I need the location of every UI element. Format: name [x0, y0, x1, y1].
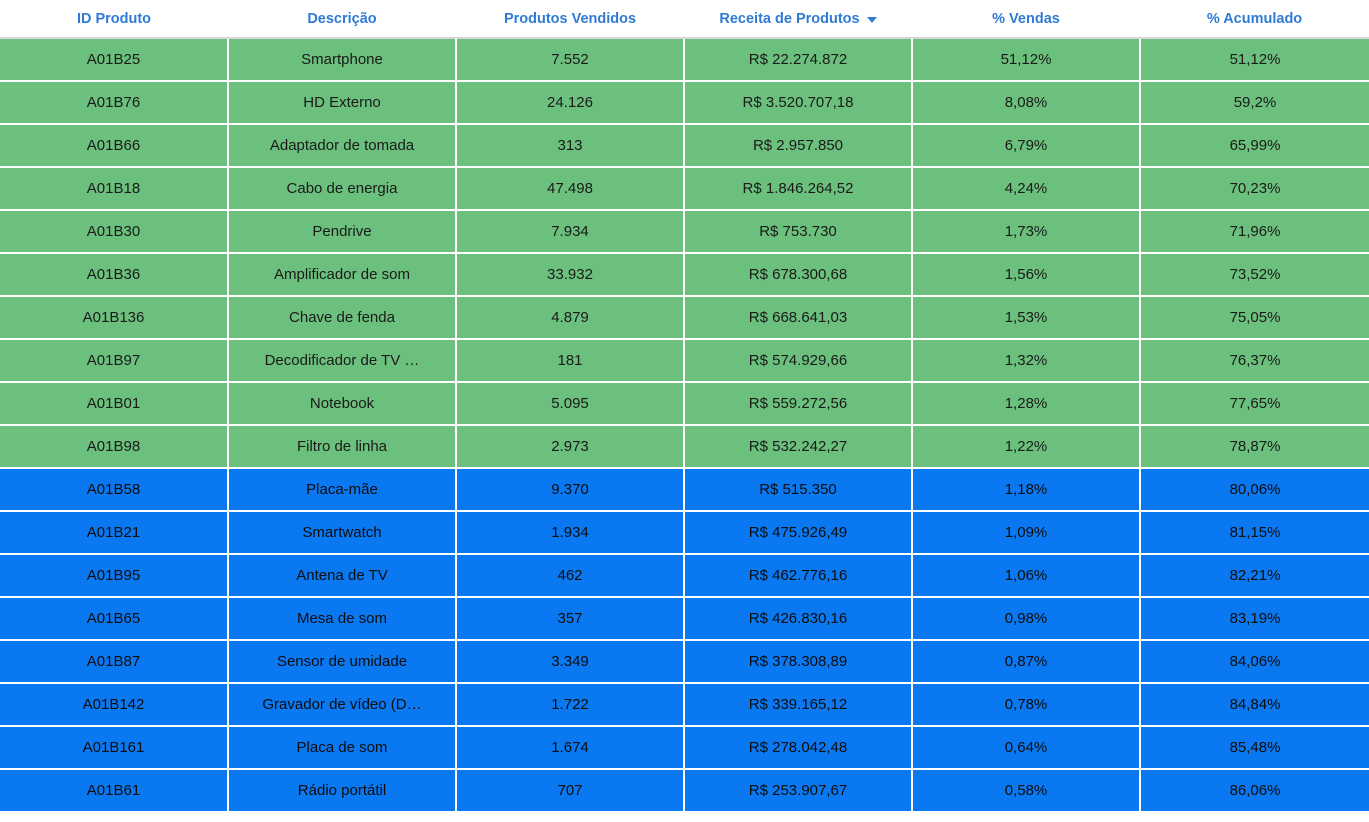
- cell-id-produto: A01B142: [0, 683, 228, 726]
- cell-descricao: Mesa de som: [228, 597, 456, 640]
- cell-receita-de-produtos: R$ 2.957.850: [684, 124, 912, 167]
- table-row[interactable]: [0, 339, 1369, 382]
- cell-id-produto: A01B18: [0, 167, 228, 210]
- cell-produtos-vendidos: 7.552: [456, 38, 684, 81]
- table-row[interactable]: [0, 253, 1369, 296]
- table-row[interactable]: [0, 554, 1369, 597]
- cell-descricao: Chave de fenda: [228, 296, 456, 339]
- cell-percent-acumulado: 65,99%: [1140, 124, 1369, 167]
- cell-percent-vendas: 1,09%: [912, 511, 1140, 554]
- cell-percent-acumulado: 75,05%: [1140, 296, 1369, 339]
- cell-descricao: Decodificador de TV …: [228, 339, 456, 382]
- table-row[interactable]: [0, 210, 1369, 253]
- cell-percent-vendas: 1,32%: [912, 339, 1140, 382]
- cell-receita-de-produtos: R$ 462.776,16: [684, 554, 912, 597]
- table-row[interactable]: [0, 425, 1369, 468]
- cell-receita-de-produtos: R$ 515.350: [684, 468, 912, 511]
- cell-percent-acumulado: 59,2%: [1140, 81, 1369, 124]
- cell-id-produto: A01B65: [0, 597, 228, 640]
- cell-produtos-vendidos: 33.932: [456, 253, 684, 296]
- cell-percent-acumulado: 84,84%: [1140, 683, 1369, 726]
- cell-percent-vendas: 1,28%: [912, 382, 1140, 425]
- table-row[interactable]: [0, 167, 1369, 210]
- cell-id-produto: A01B61: [0, 769, 228, 812]
- cell-id-produto: A01B136: [0, 296, 228, 339]
- cell-id-produto: A01B95: [0, 554, 228, 597]
- cell-produtos-vendidos: 2.973: [456, 425, 684, 468]
- cell-percent-acumulado: 80,06%: [1140, 468, 1369, 511]
- cell-produtos-vendidos: 1.674: [456, 726, 684, 769]
- cell-percent-vendas: 1,73%: [912, 210, 1140, 253]
- cell-produtos-vendidos: 1.722: [456, 683, 684, 726]
- cell-receita-de-produtos: R$ 253.907,67: [684, 769, 912, 812]
- cell-percent-vendas: 1,18%: [912, 468, 1140, 511]
- column-header-percent-acumulado[interactable]: [1140, 0, 1369, 38]
- cell-percent-vendas: 51,12%: [912, 38, 1140, 81]
- cell-percent-acumulado: 77,65%: [1140, 382, 1369, 425]
- cell-produtos-vendidos: 5.095: [456, 382, 684, 425]
- cell-produtos-vendidos: 7.934: [456, 210, 684, 253]
- table-header: [0, 0, 1369, 38]
- table-row[interactable]: [0, 382, 1369, 425]
- column-header-label: Produtos Vendidos: [503, 10, 637, 27]
- cell-percent-vendas: 1,56%: [912, 253, 1140, 296]
- cell-id-produto: A01B161: [0, 726, 228, 769]
- cell-produtos-vendidos: 3.349: [456, 640, 684, 683]
- column-header-produtos-vendidos[interactable]: [456, 0, 684, 38]
- cell-percent-acumulado: 82,21%: [1140, 554, 1369, 597]
- cell-id-produto: A01B36: [0, 253, 228, 296]
- cell-percent-acumulado: 51,12%: [1140, 38, 1369, 81]
- cell-descricao: Amplificador de som: [228, 253, 456, 296]
- table-row[interactable]: [0, 769, 1369, 812]
- column-header-label: % Acumulado: [1206, 10, 1303, 27]
- cell-id-produto: A01B97: [0, 339, 228, 382]
- cell-descricao: Smartphone: [228, 38, 456, 81]
- table-row[interactable]: [0, 81, 1369, 124]
- cell-percent-acumulado: 85,48%: [1140, 726, 1369, 769]
- table-row[interactable]: [0, 38, 1369, 81]
- column-header-id-produto[interactable]: [0, 0, 228, 38]
- cell-id-produto: A01B21: [0, 511, 228, 554]
- cell-receita-de-produtos: R$ 22.274.872: [684, 38, 912, 81]
- cell-id-produto: A01B30: [0, 210, 228, 253]
- cell-produtos-vendidos: 462: [456, 554, 684, 597]
- cell-descricao: HD Externo: [228, 81, 456, 124]
- cell-id-produto: A01B25: [0, 38, 228, 81]
- cell-id-produto: A01B01: [0, 382, 228, 425]
- cell-receita-de-produtos: R$ 1.846.264,52: [684, 167, 912, 210]
- cell-percent-acumulado: 81,15%: [1140, 511, 1369, 554]
- cell-percent-acumulado: 71,96%: [1140, 210, 1369, 253]
- cell-id-produto: A01B58: [0, 468, 228, 511]
- column-header-descricao[interactable]: [228, 0, 456, 38]
- cell-receita-de-produtos: R$ 278.042,48: [684, 726, 912, 769]
- cell-percent-vendas: 1,22%: [912, 425, 1140, 468]
- cell-receita-de-produtos: R$ 339.165,12: [684, 683, 912, 726]
- cell-descricao: Placa-mãe: [228, 468, 456, 511]
- cell-receita-de-produtos: R$ 532.242,27: [684, 425, 912, 468]
- cell-receita-de-produtos: R$ 574.929,66: [684, 339, 912, 382]
- table-row[interactable]: [0, 640, 1369, 683]
- cell-percent-acumulado: 78,87%: [1140, 425, 1369, 468]
- cell-descricao: Sensor de umidade: [228, 640, 456, 683]
- table-row[interactable]: [0, 726, 1369, 769]
- cell-percent-acumulado: 76,37%: [1140, 339, 1369, 382]
- cell-receita-de-produtos: R$ 475.926,49: [684, 511, 912, 554]
- cell-produtos-vendidos: 181: [456, 339, 684, 382]
- cell-produtos-vendidos: 357: [456, 597, 684, 640]
- column-header-label: Receita de Produtos: [719, 10, 860, 27]
- column-header-label: % Vendas: [992, 10, 1060, 27]
- cell-percent-acumulado: 83,19%: [1140, 597, 1369, 640]
- cell-produtos-vendidos: 1.934: [456, 511, 684, 554]
- cell-percent-vendas: 0,87%: [912, 640, 1140, 683]
- cell-descricao: Filtro de linha: [228, 425, 456, 468]
- cell-percent-acumulado: 84,06%: [1140, 640, 1369, 683]
- cell-descricao: Gravador de vídeo (D…: [228, 683, 456, 726]
- cell-descricao: Cabo de energia: [228, 167, 456, 210]
- cell-produtos-vendidos: 707: [456, 769, 684, 812]
- cell-percent-vendas: 4,24%: [912, 167, 1140, 210]
- table-body: [0, 38, 1369, 812]
- table-row[interactable]: [0, 683, 1369, 726]
- cell-descricao: Adaptador de tomada: [228, 124, 456, 167]
- cell-percent-vendas: 1,06%: [912, 554, 1140, 597]
- column-header-label: ID Produto: [76, 10, 152, 27]
- cell-percent-acumulado: 70,23%: [1140, 167, 1369, 210]
- table-row[interactable]: [0, 597, 1369, 640]
- cell-percent-vendas: 0,64%: [912, 726, 1140, 769]
- column-header-label: Descrição: [307, 10, 377, 27]
- table-row[interactable]: [0, 296, 1369, 339]
- sort-descending-icon[interactable]: [867, 17, 877, 23]
- cell-id-produto: A01B87: [0, 640, 228, 683]
- table-header-row: [0, 0, 1369, 38]
- cell-percent-vendas: 0,98%: [912, 597, 1140, 640]
- column-header-percent-vendas[interactable]: [912, 0, 1140, 38]
- cell-percent-vendas: 1,53%: [912, 296, 1140, 339]
- cell-percent-vendas: 0,58%: [912, 769, 1140, 812]
- cell-descricao: Smartwatch: [228, 511, 456, 554]
- cell-percent-acumulado: 86,06%: [1140, 769, 1369, 812]
- cell-receita-de-produtos: R$ 753.730: [684, 210, 912, 253]
- cell-receita-de-produtos: R$ 426.830,16: [684, 597, 912, 640]
- cell-descricao: Placa de som: [228, 726, 456, 769]
- cell-receita-de-produtos: R$ 3.520.707,18: [684, 81, 912, 124]
- cell-percent-vendas: 0,78%: [912, 683, 1140, 726]
- table-row[interactable]: [0, 124, 1369, 167]
- cell-id-produto: A01B76: [0, 81, 228, 124]
- cell-percent-acumulado: 73,52%: [1140, 253, 1369, 296]
- cell-produtos-vendidos: 313: [456, 124, 684, 167]
- cell-receita-de-produtos: R$ 378.308,89: [684, 640, 912, 683]
- cell-receita-de-produtos: R$ 678.300,68: [684, 253, 912, 296]
- cell-percent-vendas: 6,79%: [912, 124, 1140, 167]
- cell-id-produto: A01B98: [0, 425, 228, 468]
- cell-percent-vendas: 8,08%: [912, 81, 1140, 124]
- table-row[interactable]: [0, 511, 1369, 554]
- cell-descricao: Notebook: [228, 382, 456, 425]
- cell-produtos-vendidos: 9.370: [456, 468, 684, 511]
- cell-receita-de-produtos: R$ 559.272,56: [684, 382, 912, 425]
- column-header-receita-de-produtos[interactable]: [684, 0, 912, 38]
- table-row[interactable]: [0, 468, 1369, 511]
- cell-descricao: Antena de TV: [228, 554, 456, 597]
- cell-receita-de-produtos: R$ 668.641,03: [684, 296, 912, 339]
- cell-descricao: Rádio portátil: [228, 769, 456, 812]
- cell-produtos-vendidos: 4.879: [456, 296, 684, 339]
- cell-id-produto: A01B66: [0, 124, 228, 167]
- cell-produtos-vendidos: 24.126: [456, 81, 684, 124]
- cell-produtos-vendidos: 47.498: [456, 167, 684, 210]
- cell-descricao: Pendrive: [228, 210, 456, 253]
